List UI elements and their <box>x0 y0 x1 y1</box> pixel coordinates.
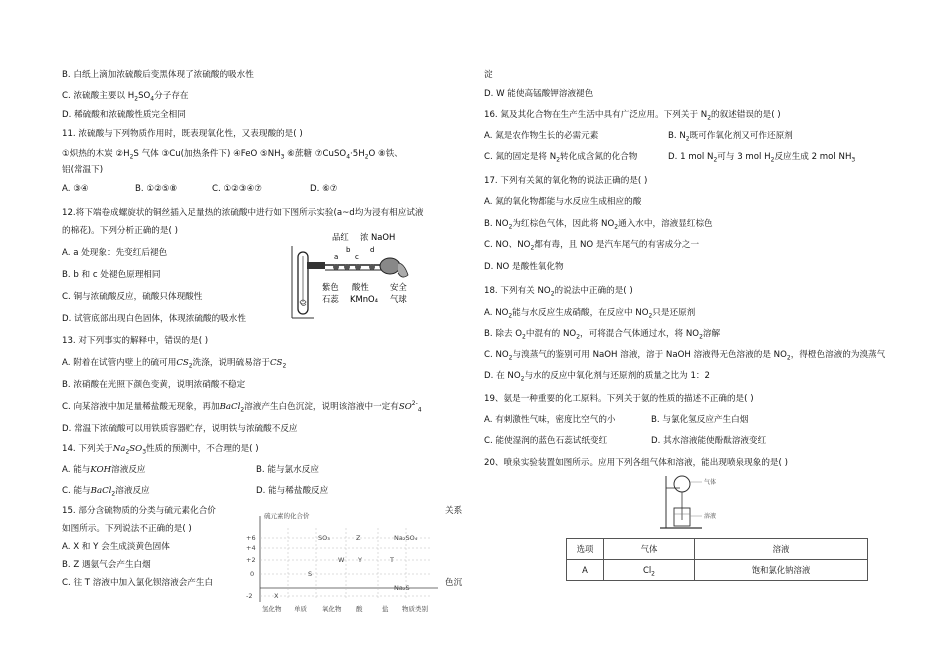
fig-label-pinhong: 品红 <box>332 232 349 242</box>
q18-sub2: 2 <box>550 290 555 298</box>
q13-a-sub2: 2 <box>188 362 193 370</box>
th-option: 选项 <box>567 539 604 560</box>
q10-option-c <box>62 91 189 102</box>
q13-c-mid: 溶液产生白色沉淀，说明该溶液中一定有 <box>244 402 399 412</box>
q11-items-1: ①炽热的木炭 ②H <box>62 149 130 159</box>
q18-d-pre: D. 在 NO <box>484 371 521 381</box>
q13-c-sub2: 2 <box>240 406 245 414</box>
q18-b-sub2: 2 <box>522 333 526 341</box>
q13-stem: 13. 对下列事实的解释中，错误的是( ) <box>62 336 209 346</box>
q18-d-post: 与水的反应中氧化剂与还原剂的质量之比为 1：2 <box>524 371 710 381</box>
q11-sub2b: 2 <box>364 153 369 161</box>
q18-c-sub2: 2 <box>508 354 513 362</box>
q10-c-sub4: 4 <box>150 95 155 103</box>
q19-stem: 19、氨是一种重要的化工原料。下列关于氨的性质的描述不正确的是( ) <box>484 394 754 404</box>
q16-d-post: 反应生成 2 mol NH <box>774 152 852 162</box>
td-option: A <box>567 560 604 581</box>
q18-c-mid: 与溴蒸气的鉴别可用 NaOH 溶液，溶于 NaOH 溶液得无色溶液的是 NO <box>512 350 787 360</box>
q13-option-b: B. 浓硝酸在光照下颜色变黄，说明浓硝酸不稳定 <box>62 380 246 390</box>
q18-option-b <box>484 329 720 340</box>
q16-c-sub2: 2 <box>556 156 561 164</box>
q16-option-d <box>668 152 855 163</box>
q14-koh: KOH <box>90 465 112 475</box>
q13-a-cs2: CS <box>176 358 189 368</box>
q16-option-c <box>484 152 637 163</box>
td-gas-sub2: 2 <box>651 570 655 578</box>
th-gas: 气体 <box>604 539 695 560</box>
q14-c-sub2: 2 <box>111 490 116 498</box>
fig-label-kmno4: KMnO₄ <box>350 294 378 304</box>
fig-label-qiti: 气体 <box>704 479 717 486</box>
q16-b-post: 既可作氧化剂又可作还原剂 <box>689 131 793 141</box>
fig-label-shirui: 石蕊 <box>322 294 339 304</box>
fig-label-zise: 紫色 <box>322 282 339 292</box>
xcat-4: 盐 <box>382 605 389 613</box>
q14-so: SO <box>129 444 143 454</box>
q13-option-c <box>62 402 422 413</box>
q13-option-d: D. 常温下浓硫酸可以用铁质容器贮存，说明铁与浓硫酸不反应 <box>62 424 298 434</box>
q18-c-post: ，得橙色溶液的为溴蒸气 <box>790 350 886 360</box>
q10-c-end: 分子存在 <box>154 91 189 101</box>
fig-label-c: c <box>355 253 359 261</box>
q12-apparatus-figure <box>290 228 420 320</box>
q14-option-d: D. 能与稀盐酸反应 <box>256 486 329 496</box>
q14-sub2: 2 <box>125 448 130 456</box>
q16-option-a: A. 氮是农作物生长的必需元素 <box>484 131 599 141</box>
q10-c-pre: C. 浓硫酸主要以 H <box>62 91 135 101</box>
ytick-0: +6 <box>246 534 256 542</box>
fig-label-a: a <box>334 253 339 261</box>
q15-valence-chart <box>244 508 442 614</box>
table-row <box>567 560 868 581</box>
q15-option-d: D. W 能使高锰酸钾溶液褪色 <box>484 89 594 99</box>
q11-items-1d: ·5H <box>350 149 365 159</box>
q13-c-so4: SO <box>398 402 412 412</box>
xcat-2: 氧化物 <box>322 605 342 613</box>
q18-option-c <box>484 350 885 361</box>
q17-b-post: 通入水中，溶液显红棕色 <box>618 219 713 229</box>
td-gas-text: Cl <box>642 565 652 575</box>
q14-a-post: 溶液反应 <box>111 465 146 475</box>
td-solution: 饱和氯化钠溶液 <box>695 560 868 581</box>
q10-option-b: B. 白纸上滴加浓硫酸后变黑体现了浓硫酸的吸水性 <box>62 70 254 80</box>
q12-option-b: B. b 和 c 处褪色原理相同 <box>62 270 161 280</box>
q18-option-a <box>484 308 695 319</box>
q12-option-d: D. 试管底部出现白色固体，体现浓硫酸的吸水性 <box>62 314 246 324</box>
q19-option-b: B. 与氯化氢反应产生白烟 <box>651 415 749 425</box>
q16-sub2: 2 <box>707 114 712 122</box>
q17-b-pre: B. NO <box>484 219 509 229</box>
fig-label-qiqiu: 气球 <box>390 294 407 304</box>
q12-option-a: A. a 处现象：先变红后褪色 <box>62 248 168 258</box>
q17-c-post: 都有毒，且 NO 是汽车尾气的有害成分之一 <box>534 240 700 250</box>
q19-option-c: C. 能使湿润的蓝色石蕊试纸变红 <box>484 436 608 446</box>
ytick-2: +2 <box>246 556 256 564</box>
q11-sub2: 2 <box>129 153 134 161</box>
q18-b-post: 溶解 <box>702 329 721 339</box>
q14-a-pre: A. 能与 <box>62 465 91 475</box>
fig-label-b: b <box>346 246 351 254</box>
q15-option-b: B. Z 遇氨气会产生白烟 <box>62 560 151 570</box>
q18-stem <box>484 286 633 297</box>
q15-stem-2: 如图所示。下列说法不正确的是( ) <box>62 524 192 534</box>
q18-c-pre: C. NO <box>484 350 509 360</box>
q12-option-c: C. 铜与浓硫酸反应，硫酸只体现酸性 <box>62 292 203 302</box>
q11-sub3: 3 <box>280 153 285 161</box>
q10-option-d: D. 稀硫酸和浓硫酸性质完全相同 <box>62 110 186 120</box>
q16-c-post: 转化成含氮的化合物 <box>560 152 638 162</box>
q12-stem-1: 12.将下端卷成螺旋状的铜丝插入足量热的浓硫酸中进行如下图所示实验(a~d均为浸有相应试液 <box>62 208 424 218</box>
q17-b-sub2: 2 <box>508 223 513 231</box>
q16-d-sub3: 3 <box>851 156 856 164</box>
q11-items-2: 铝(常温下) <box>62 165 104 175</box>
fig-label-rongye: 溶液 <box>704 513 717 520</box>
q16-stem-post: 的叙述错误的是( ) <box>711 110 781 120</box>
q14-c-bacl: BaCl <box>90 486 112 496</box>
q18-b-sub2c: 2 <box>699 333 703 341</box>
q14-stem <box>62 444 259 455</box>
q13-option-a <box>62 358 286 369</box>
q20-fountain-figure <box>660 472 736 532</box>
pt-so3: SO₃ <box>318 534 330 542</box>
q16-d-pre: D. 1 mol N <box>668 152 714 162</box>
pt-na2so4: Na₂SO₄ <box>394 534 418 542</box>
q19-option-a: A. 有刺激性气味，密度比空气的小 <box>484 415 616 425</box>
q15-stem-1: 15. 部分含硫物质的分类与硫元素化合价 <box>62 506 216 516</box>
q16-stem-pre: 16. 氮及其化合物在生产生活中具有广泛应用。下列关于 N <box>484 110 708 120</box>
q14-option-b: B. 能与氯水反应 <box>256 465 319 475</box>
fig-label-naoh: 浓 NaOH <box>360 232 396 242</box>
fig-label-suanxing: 酸性 <box>352 282 369 292</box>
pt-w: W <box>338 556 345 564</box>
q17-stem: 17. 下列有关氮的氧化物的说法正确的是( ) <box>484 176 648 186</box>
q15-option-c: C. 往 T 溶液中加入氯化钡溶液会产生白 <box>62 578 214 588</box>
fig-label-anquan: 安全 <box>390 282 407 292</box>
q17-b-mid: 为红棕色气体，因此将 NO <box>512 219 615 229</box>
q17-option-d: D. NO 是酸性氧化物 <box>484 262 564 272</box>
td-gas <box>604 560 695 581</box>
q14-stem-post: 性质的预测中，不合理的是( ) <box>146 444 259 454</box>
q18-c-sub2b: 2 <box>786 354 791 362</box>
q11-items <box>62 149 403 160</box>
q17-option-a: A. 氮的氧化物都能与水反应生成相应的酸 <box>484 197 642 207</box>
pt-na2s: Na₂S <box>394 584 410 592</box>
q14-c-pre: C. 能与 <box>62 486 91 496</box>
q15-stem-1b: 关系 <box>445 506 463 516</box>
q18-b-mid2: ，可将混合气体通过水，将 NO <box>580 329 700 339</box>
q13-a-sub2b: 2 <box>282 362 287 370</box>
q14-option-c <box>62 486 150 497</box>
q11-option-a: A. ③④ <box>62 184 89 194</box>
q18-b-sub2b: 2 <box>576 333 581 341</box>
q18-a-sub2: 2 <box>508 312 513 320</box>
q18-a-pre: A. NO <box>484 308 509 318</box>
pt-z: Z <box>356 534 361 542</box>
q13-a-pre: A. 附着在试管内壁上的硫可用 <box>62 358 177 368</box>
q15-option-a: A. X 和 Y 会生成淡黄色固体 <box>62 542 170 552</box>
xcat-3: 酸 <box>356 605 363 613</box>
q18-a-post: 只是还原剂 <box>652 308 696 318</box>
fig-label-d: d <box>370 246 375 254</box>
th-solution: 溶液 <box>695 539 868 560</box>
ytick-3: 0 <box>250 570 255 578</box>
pt-s: S <box>308 570 313 578</box>
q18-stem-pre: 18. 下列有关 NO <box>484 286 551 296</box>
q16-b-sub2: 2 <box>685 135 690 143</box>
q14-stem-pre: 14. 下列关于 <box>62 444 113 454</box>
xcat-1: 单质 <box>294 605 307 613</box>
q11-stem: 11. 浓硫酸与下列物质作用时，既表现氧化性，又表现酸的是( ) <box>62 129 303 139</box>
ytick-1: +4 <box>246 544 256 552</box>
q18-a-mid: 能与水反应生成硝酸，在反应中 NO <box>512 308 649 318</box>
pt-t: T <box>390 556 394 564</box>
q17-b-sub2b: 2 <box>614 223 619 231</box>
chart-ylabel: 硫元素的化合价 <box>264 512 310 520</box>
q16-c-pre: C. 氮的固定是将 N <box>484 152 557 162</box>
ytick-4: -2 <box>246 592 253 600</box>
q14-na2so3: Na <box>112 444 126 454</box>
xcat-5: 物质类别 <box>402 605 428 613</box>
q10-c-sub2: 2 <box>134 95 139 103</box>
table-header-row <box>567 539 868 560</box>
q14-c-post: 溶液反应 <box>115 486 150 496</box>
pt-x: X <box>274 592 279 600</box>
q16-stem <box>484 110 781 121</box>
q11-items-1e: O ⑧铁、 <box>368 149 403 159</box>
q13-a-cs2b: CS <box>269 358 283 368</box>
q18-b-mid: 中混有的 NO <box>525 329 577 339</box>
q20-stem: 20、喷泉实验装置如图所示。应用下列各组气体和溶液，能出现喷泉现象的是( ) <box>484 458 788 468</box>
q16-d-sub2: 2 <box>713 156 718 164</box>
q17-c-sub2: 2 <box>530 244 535 252</box>
q14-option-a <box>62 465 146 476</box>
q11-option-c: C. ①②③④⑦ <box>212 184 262 194</box>
q13-a-mid: 洗涤，说明硫易溶于 <box>192 358 270 368</box>
q18-option-d <box>484 371 710 382</box>
q17-option-c <box>484 240 699 251</box>
q20-options-table <box>566 538 868 581</box>
q10-c-so: SO <box>138 91 151 101</box>
pt-y: Y <box>358 556 362 564</box>
q13-c-charge: 2- <box>411 400 418 408</box>
q13-c-sub4: 4 <box>417 406 422 414</box>
q15-continuation: 淀 <box>484 70 493 80</box>
q15-option-c-end: 色沉 <box>445 578 463 588</box>
q11-items-1b: S 气体 ③Cu(加热条件下) ④FeO ⑤NH <box>133 149 281 159</box>
q12-stem-2: 的棉花)。下列分析正确的是( ) <box>62 226 178 236</box>
q13-c-pre: C. 向某溶液中加足量稀盐酸无现象，再加 <box>62 402 220 412</box>
xcat-0: 氢化物 <box>262 605 282 613</box>
q17-c-pre: C. NO、NO <box>484 240 531 250</box>
q16-option-b <box>668 131 793 142</box>
q19-option-d: D. 其水溶液能使酚酞溶液变红 <box>651 436 767 446</box>
q11-items-1c: ⑥蔗糖 ⑦CuSO <box>284 149 347 159</box>
q18-b-pre: B. 除去 O <box>484 329 523 339</box>
q16-d-mid: 可与 3 mol H <box>717 152 771 162</box>
q13-c-bacl: BaCl <box>219 402 241 412</box>
q16-d-sub2b: 2 <box>770 156 775 164</box>
q11-option-d: D. ⑥⑦ <box>310 184 338 194</box>
q11-option-b: B. ①②⑤⑧ <box>135 184 178 194</box>
q18-stem-post: 的说法中正确的是( ) <box>554 286 633 296</box>
q18-d-sub2: 2 <box>520 375 525 383</box>
q16-b-pre: B. N <box>668 131 686 141</box>
q11-sub4: 4 <box>346 153 351 161</box>
q14-sub3: 3 <box>142 448 147 456</box>
q18-a-sub2b: 2 <box>648 312 653 320</box>
q17-option-b <box>484 219 713 230</box>
